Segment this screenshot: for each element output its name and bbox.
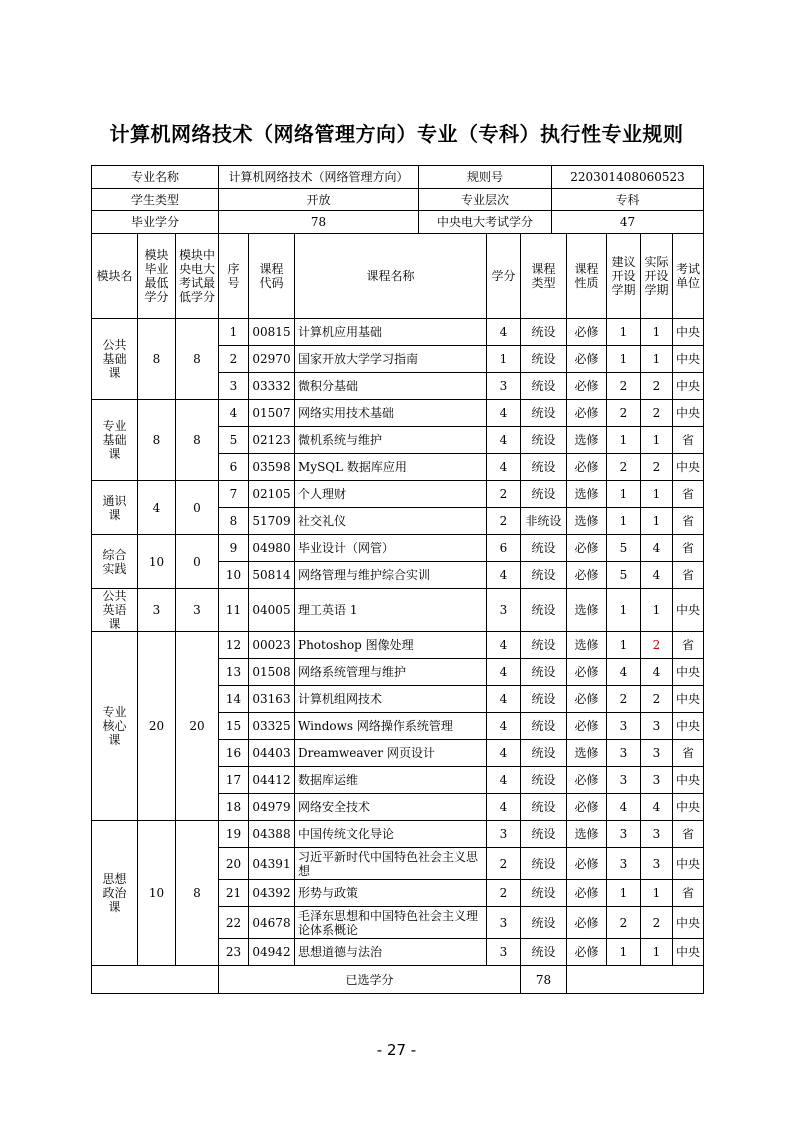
actual-term: 1 [641, 508, 673, 535]
grad-credits-label: 毕业学分 [92, 211, 219, 234]
code: 03163 [249, 686, 295, 713]
student-type-label: 学生类型 [92, 189, 219, 211]
rule-no-value: 220301408060523 [552, 166, 704, 189]
course-type: 统设 [521, 535, 567, 562]
credits: 4 [487, 659, 521, 686]
actual-term: 2 [641, 907, 673, 939]
exam-unit: 省 [673, 821, 704, 848]
central-exam-value: 47 [552, 211, 704, 234]
table-row [92, 400, 704, 427]
course-name: Photoshop 图像处理 [295, 632, 487, 659]
actual-term: 4 [641, 659, 673, 686]
suggested-term: 5 [607, 535, 641, 562]
exam-unit: 中央 [673, 848, 704, 880]
grad-credits-value: 78 [219, 211, 419, 234]
course-nature: 必修 [567, 907, 607, 939]
module-min: 3 [138, 589, 176, 632]
header-code: 课程代码 [249, 234, 295, 319]
course-nature: 必修 [567, 659, 607, 686]
credits: 4 [487, 713, 521, 740]
module-name: 通识课 [92, 481, 138, 535]
course-type: 统设 [521, 454, 567, 481]
seq: 19 [219, 821, 249, 848]
module-name: 专业基础课 [92, 400, 138, 481]
credits: 2 [487, 848, 521, 880]
credits: 3 [487, 907, 521, 939]
exam-unit: 中央 [673, 454, 704, 481]
seq: 1 [219, 319, 249, 346]
seq: 16 [219, 740, 249, 767]
student-type-value: 开放 [219, 189, 419, 211]
exam-unit: 省 [673, 740, 704, 767]
actual-term: 2 [641, 373, 673, 400]
credits: 4 [487, 767, 521, 794]
seq: 18 [219, 794, 249, 821]
exam-unit: 省 [673, 535, 704, 562]
code: 04942 [249, 939, 295, 966]
course-name: 国家开放大学学习指南 [295, 346, 487, 373]
code: 04412 [249, 767, 295, 794]
seq: 22 [219, 907, 249, 939]
exam-unit: 中央 [673, 319, 704, 346]
header-module-name: 模块名 [92, 234, 138, 319]
seq: 9 [219, 535, 249, 562]
credits: 6 [487, 535, 521, 562]
suggested-term: 2 [607, 454, 641, 481]
module-name: 专业核心课 [92, 632, 138, 821]
table-row [92, 481, 704, 508]
exam-unit: 省 [673, 880, 704, 907]
credits: 4 [487, 632, 521, 659]
header-exam-unit: 考试单位 [673, 234, 704, 319]
actual-term: 3 [641, 821, 673, 848]
actual-term: 1 [641, 589, 673, 632]
code: 50814 [249, 562, 295, 589]
exam-unit: 省 [673, 632, 704, 659]
seq: 4 [219, 400, 249, 427]
header-course-name: 课程名称 [295, 234, 487, 319]
exam-unit: 中央 [673, 346, 704, 373]
actual-term: 2 [641, 632, 673, 659]
actual-term: 1 [641, 346, 673, 373]
course-name: 习近平新时代中国特色社会主义思想 [295, 848, 487, 880]
header-course-nature: 课程性质 [567, 234, 607, 319]
course-name: 网络管理与维护综合实训 [295, 562, 487, 589]
exam-unit: 省 [673, 508, 704, 535]
credits: 4 [487, 427, 521, 454]
code: 02970 [249, 346, 295, 373]
exam-unit: 中央 [673, 713, 704, 740]
seq: 14 [219, 686, 249, 713]
seq: 2 [219, 346, 249, 373]
seq: 10 [219, 562, 249, 589]
course-nature: 必修 [567, 939, 607, 966]
seq: 13 [219, 659, 249, 686]
actual-term: 1 [641, 481, 673, 508]
suggested-term: 3 [607, 848, 641, 880]
course-type: 统设 [521, 632, 567, 659]
course-nature: 必修 [567, 562, 607, 589]
suggested-term: 1 [607, 589, 641, 632]
course-nature: 选修 [567, 589, 607, 632]
course-nature: 必修 [567, 686, 607, 713]
course-name: 网络安全技术 [295, 794, 487, 821]
module-min: 10 [138, 535, 176, 589]
suggested-term: 2 [607, 907, 641, 939]
course-type: 统设 [521, 589, 567, 632]
code: 04391 [249, 848, 295, 880]
course-nature: 必修 [567, 880, 607, 907]
header-module-min: 模块毕业最低学分 [138, 234, 176, 319]
suggested-term: 1 [607, 427, 641, 454]
credits: 4 [487, 740, 521, 767]
course-name: 思想道德与法治 [295, 939, 487, 966]
credits: 3 [487, 589, 521, 632]
course-nature: 必修 [567, 794, 607, 821]
blank-cell [567, 966, 704, 994]
code: 00023 [249, 632, 295, 659]
table-row [92, 589, 704, 632]
exam-unit: 中央 [673, 373, 704, 400]
course-type: 统设 [521, 880, 567, 907]
course-type: 统设 [521, 794, 567, 821]
table-row [92, 535, 704, 562]
page-title: 计算机网络技术（网络管理方向）专业（专科）执行性专业规则 [109, 122, 684, 146]
total-label: 已选学分 [219, 966, 521, 994]
course-name: 形势与政策 [295, 880, 487, 907]
course-type: 统设 [521, 686, 567, 713]
course-type: 统设 [521, 400, 567, 427]
seq: 11 [219, 589, 249, 632]
exam-unit: 中央 [673, 659, 704, 686]
exam-unit: 中央 [673, 767, 704, 794]
course-name: 计算机应用基础 [295, 319, 487, 346]
course-name: 网络实用技术基础 [295, 400, 487, 427]
course-name: 数据库运维 [295, 767, 487, 794]
code: 04403 [249, 740, 295, 767]
exam-unit: 省 [673, 481, 704, 508]
course-type: 统设 [521, 562, 567, 589]
credits: 2 [487, 880, 521, 907]
course-nature: 选修 [567, 821, 607, 848]
course-name: 毛泽东思想和中国特色社会主义理论体系概论 [295, 907, 487, 939]
central-exam-label: 中央电大考试学分 [419, 211, 552, 234]
seq: 3 [219, 373, 249, 400]
major-name-label: 专业名称 [92, 166, 219, 189]
code: 03332 [249, 373, 295, 400]
seq: 21 [219, 880, 249, 907]
module-central-min: 0 [176, 481, 219, 535]
suggested-term: 3 [607, 740, 641, 767]
actual-term: 4 [641, 535, 673, 562]
actual-term: 1 [641, 319, 673, 346]
header-row [92, 234, 704, 319]
exam-unit: 中央 [673, 686, 704, 713]
module-central-min: 8 [176, 821, 219, 966]
seq: 20 [219, 848, 249, 880]
seq: 8 [219, 508, 249, 535]
course-type: 统设 [521, 346, 567, 373]
course-nature: 选修 [567, 481, 607, 508]
page-number: - 27 - [376, 1041, 417, 1059]
course-name: 毕业设计（网管） [295, 535, 487, 562]
module-min: 10 [138, 821, 176, 966]
course-name: 中国传统文化导论 [295, 821, 487, 848]
course-type: 统设 [521, 427, 567, 454]
info-table [91, 165, 704, 234]
seq: 6 [219, 454, 249, 481]
suggested-term: 1 [607, 939, 641, 966]
header-module-central-min: 模块中央电大考试最低学分 [176, 234, 219, 319]
seq: 23 [219, 939, 249, 966]
module-min: 8 [138, 319, 176, 400]
code: 01508 [249, 659, 295, 686]
code: 04392 [249, 880, 295, 907]
course-name: 微积分基础 [295, 373, 487, 400]
course-nature: 必修 [567, 454, 607, 481]
suggested-term: 3 [607, 767, 641, 794]
actual-term: 1 [641, 880, 673, 907]
code: 04980 [249, 535, 295, 562]
code: 04388 [249, 821, 295, 848]
credits: 4 [487, 400, 521, 427]
actual-term: 4 [641, 794, 673, 821]
module-min: 4 [138, 481, 176, 535]
header-credits: 学分 [487, 234, 521, 319]
suggested-term: 1 [607, 319, 641, 346]
credits: 3 [487, 939, 521, 966]
course-type: 统设 [521, 713, 567, 740]
credits: 2 [487, 481, 521, 508]
suggested-term: 2 [607, 686, 641, 713]
actual-term: 4 [641, 562, 673, 589]
course-type: 统设 [521, 373, 567, 400]
seq: 7 [219, 481, 249, 508]
course-nature: 选修 [567, 508, 607, 535]
module-name: 公共英语课 [92, 589, 138, 632]
course-nature: 必修 [567, 535, 607, 562]
suggested-term: 1 [607, 632, 641, 659]
level-label: 专业层次 [419, 189, 552, 211]
suggested-term: 1 [607, 508, 641, 535]
course-name: Windows 网络操作系统管理 [295, 713, 487, 740]
header-seq: 序号 [219, 234, 249, 319]
major-name-value: 计算机网络技术（网络管理方向） [219, 166, 419, 189]
course-name: 网络系统管理与维护 [295, 659, 487, 686]
module-min: 8 [138, 400, 176, 481]
course-nature: 选修 [567, 740, 607, 767]
credits: 3 [487, 373, 521, 400]
course-name: 计算机组网技术 [295, 686, 487, 713]
module-name: 综合实践 [92, 535, 138, 589]
credits: 4 [487, 319, 521, 346]
table-row [92, 821, 704, 848]
seq: 15 [219, 713, 249, 740]
course-type: 统设 [521, 907, 567, 939]
actual-term: 3 [641, 848, 673, 880]
suggested-term: 5 [607, 562, 641, 589]
course-type: 统设 [521, 659, 567, 686]
course-type: 统设 [521, 319, 567, 346]
module-name: 公共基础课 [92, 319, 138, 400]
actual-term: 3 [641, 740, 673, 767]
code: 01507 [249, 400, 295, 427]
credits: 3 [487, 821, 521, 848]
module-central-min: 0 [176, 535, 219, 589]
header-actual-term: 实际开设学期 [641, 234, 673, 319]
exam-unit: 省 [673, 562, 704, 589]
course-name: 微机系统与维护 [295, 427, 487, 454]
course-table [91, 233, 704, 994]
module-name: 思想政治课 [92, 821, 138, 966]
course-name: 社交礼仪 [295, 508, 487, 535]
course-nature: 选修 [567, 632, 607, 659]
code: 04678 [249, 907, 295, 939]
credits: 4 [487, 686, 521, 713]
actual-term: 2 [641, 454, 673, 481]
exam-unit: 中央 [673, 589, 704, 632]
seq: 12 [219, 632, 249, 659]
credits: 4 [487, 794, 521, 821]
code: 02123 [249, 427, 295, 454]
actual-term: 1 [641, 427, 673, 454]
exam-unit: 中央 [673, 939, 704, 966]
total-row [92, 966, 704, 994]
suggested-term: 1 [607, 346, 641, 373]
module-central-min: 20 [176, 632, 219, 821]
course-nature: 必修 [567, 767, 607, 794]
exam-unit: 中央 [673, 794, 704, 821]
blank-cell [92, 966, 219, 994]
suggested-term: 3 [607, 821, 641, 848]
module-min: 20 [138, 632, 176, 821]
module-central-min: 8 [176, 319, 219, 400]
code: 02105 [249, 481, 295, 508]
actual-term: 2 [641, 686, 673, 713]
suggested-term: 3 [607, 713, 641, 740]
code: 04005 [249, 589, 295, 632]
credits: 2 [487, 508, 521, 535]
exam-unit: 省 [673, 427, 704, 454]
code: 00815 [249, 319, 295, 346]
total-value: 78 [521, 966, 567, 994]
course-type: 统设 [521, 481, 567, 508]
course-type: 统设 [521, 767, 567, 794]
course-nature: 必修 [567, 848, 607, 880]
course-name: Dreamweaver 网页设计 [295, 740, 487, 767]
table-row [92, 632, 704, 659]
suggested-term: 1 [607, 880, 641, 907]
suggested-term: 2 [607, 373, 641, 400]
actual-term: 1 [641, 939, 673, 966]
course-nature: 必修 [567, 400, 607, 427]
credits: 4 [487, 454, 521, 481]
suggested-term: 2 [607, 400, 641, 427]
module-central-min: 8 [176, 400, 219, 481]
header-suggested-term: 建议开设学期 [607, 234, 641, 319]
course-type: 统设 [521, 848, 567, 880]
code: 03598 [249, 454, 295, 481]
actual-term: 3 [641, 713, 673, 740]
course-nature: 选修 [567, 427, 607, 454]
actual-term: 2 [641, 400, 673, 427]
course-type: 统设 [521, 740, 567, 767]
suggested-term: 4 [607, 794, 641, 821]
course-type: 非统设 [521, 508, 567, 535]
seq: 5 [219, 427, 249, 454]
course-nature: 必修 [567, 346, 607, 373]
exam-unit: 中央 [673, 400, 704, 427]
table-row [92, 319, 704, 346]
credits: 4 [487, 562, 521, 589]
code: 51709 [249, 508, 295, 535]
course-nature: 必修 [567, 713, 607, 740]
course-name: 理工英语 1 [295, 589, 487, 632]
course-type: 统设 [521, 821, 567, 848]
credits: 1 [487, 346, 521, 373]
code: 03325 [249, 713, 295, 740]
course-nature: 必修 [567, 373, 607, 400]
header-course-type: 课程类型 [521, 234, 567, 319]
course-name: 个人理财 [295, 481, 487, 508]
course-type: 统设 [521, 939, 567, 966]
rule-no-label: 规则号 [419, 166, 552, 189]
seq: 17 [219, 767, 249, 794]
course-name: MySQL 数据库应用 [295, 454, 487, 481]
exam-unit: 中央 [673, 907, 704, 939]
module-central-min: 3 [176, 589, 219, 632]
level-value: 专科 [552, 189, 704, 211]
actual-term: 3 [641, 767, 673, 794]
course-nature: 必修 [567, 319, 607, 346]
code: 04979 [249, 794, 295, 821]
suggested-term: 4 [607, 659, 641, 686]
suggested-term: 1 [607, 481, 641, 508]
